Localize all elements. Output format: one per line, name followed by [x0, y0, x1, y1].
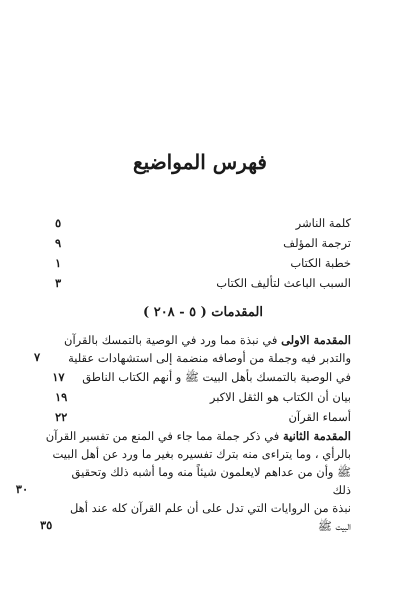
page-title: فهرس المواضيع: [133, 150, 267, 174]
toc-entry-title: أسماء القرآن: [288, 410, 351, 424]
section-heading: المقدمات ( ٥ - ٢٠٨ ): [143, 305, 263, 320]
toc-entry-title: خطبة الكتاب: [290, 256, 351, 270]
toc-entry-lead: المقدمة الاولى: [281, 333, 351, 347]
toc-entry-page: ١: [55, 256, 62, 270]
toc-entry-title: بيان أن الكتاب هو الثقل الاكبر: [209, 390, 351, 404]
toc-entry-line: ﷺ وأن من عداهم لايعلمون شيئاً منه وما أشبه ذلك وتحقيق: [71, 465, 351, 479]
toc-entry-page: ٧: [34, 350, 41, 364]
toc-entry: [55, 387, 351, 407]
toc-entry: [15, 427, 351, 499]
toc-entry-title: [70, 499, 351, 535]
toc-entry: [55, 407, 351, 427]
toc-entry-page: ٢٢: [55, 410, 68, 424]
toc-entry-line: [46, 427, 351, 445]
toc-entry: [39, 499, 351, 535]
table-of-contents: [15, 213, 351, 535]
toc-entry-line: نبذة من الروايات التي تدل على أن علم القرآن كله عند أهل: [69, 501, 351, 515]
toc-entry: [52, 367, 351, 387]
toc-entry: [55, 213, 351, 233]
toc-entry-line: البيت ﷺ: [317, 519, 351, 533]
toc-entry-line: بالرأي ، وما يتراءى منه بترك تفسيره بغير ما ورد عن أهل البيت: [52, 447, 351, 461]
toc-entry: [55, 273, 351, 293]
toc-entry-title: كلمة الناشر: [295, 216, 351, 230]
toc-entry-lead: المقدمة الثانية: [282, 429, 351, 443]
toc-entry-line-text: في نبذة مما ورد في الوصية بالتمسك بالقرآن: [64, 333, 278, 347]
toc-entry-title: [46, 427, 351, 499]
toc-entry-line: والتدبر فيه وجملة من أوصافه منضمة إلى استشهادات عقلية: [68, 351, 351, 365]
toc-entry-page: ١٧: [52, 370, 65, 384]
toc-entry-line: [64, 331, 351, 349]
toc-entry-title: السبب الباعث لتأليف الكتاب: [216, 276, 351, 290]
toc-entry-page: ٩: [55, 236, 62, 250]
toc-entry-title: في الوصية بالتمسك بأهل البيت ﷺ و أنهم الكتاب الناطق: [82, 370, 351, 384]
toc-entry-line-text: في ذكر جملة مما جاء في المنع من تفسير القرآن: [45, 429, 280, 443]
toc-entry-line: ذلك: [332, 483, 351, 497]
toc-entry-page: ٥: [55, 216, 62, 230]
toc-entry: [55, 233, 351, 253]
toc-entry-title: [64, 331, 351, 367]
toc-entry: [34, 331, 351, 367]
toc-entry-page: ٣٠: [15, 482, 29, 496]
toc-entry-title: ترجمة المؤلف: [283, 236, 351, 250]
toc-entry-page: ٣٥: [39, 518, 53, 532]
toc-entry-page: ١٩: [55, 390, 68, 404]
toc-entry: [55, 253, 351, 273]
toc-entry-page: ٣: [55, 276, 62, 290]
